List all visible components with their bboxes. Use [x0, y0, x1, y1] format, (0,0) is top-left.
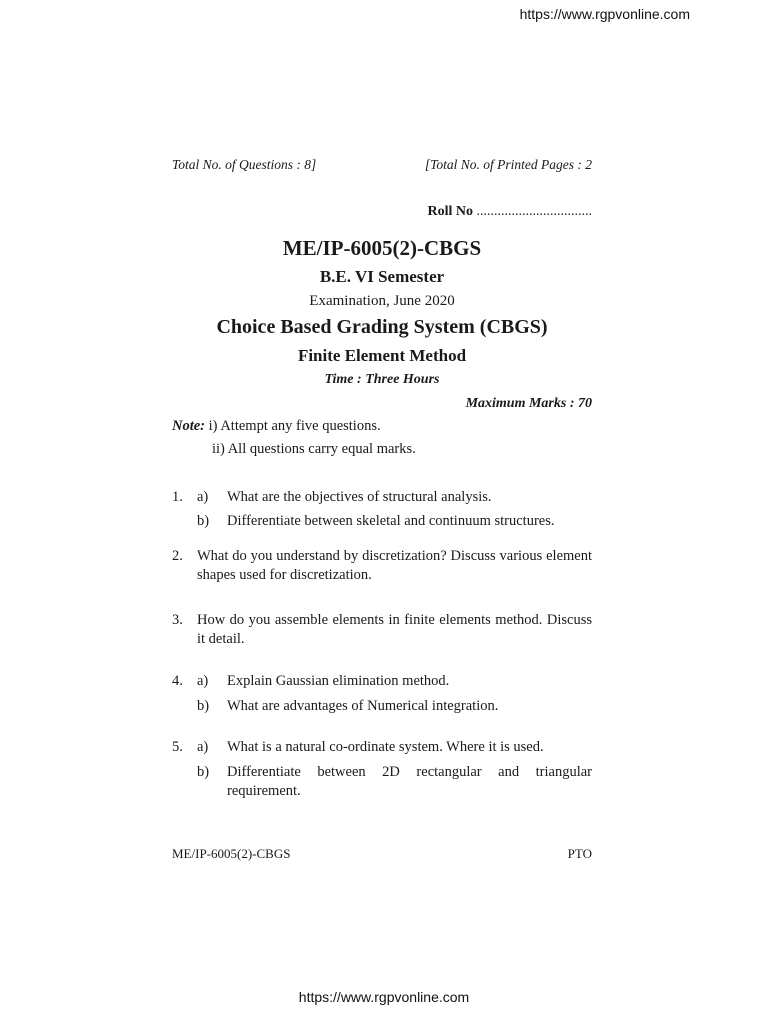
grading-system: Choice Based Grading System (CBGS)	[216, 316, 548, 338]
total-questions: Total No. of Questions : 8]	[172, 157, 317, 172]
roll-label: Roll No	[427, 204, 473, 219]
source-url-top[interactable]: https://www.rgpvonline.com	[519, 6, 690, 22]
note	[172, 418, 381, 435]
paper-meta-row	[172, 157, 592, 173]
total-pages: [Total No. of Printed Pages : 2	[424, 157, 592, 172]
question-text: Explain Gaussian elimination method.	[227, 673, 450, 689]
part-label: a)	[197, 673, 209, 689]
question-number: 3.	[172, 612, 183, 628]
examination: Examination, June 2020	[309, 293, 455, 309]
max-marks: Maximum Marks : 70	[465, 396, 592, 411]
question-number: 5.	[172, 739, 183, 755]
question-2	[172, 547, 592, 587]
question-text: What is a natural co-ordinate system. Where it is used.	[227, 739, 544, 755]
question-text: What are the objectives of structural analysis.	[227, 489, 492, 505]
roll-number-field	[428, 204, 593, 220]
part-label: b)	[197, 698, 210, 714]
question-number: 4.	[172, 673, 183, 689]
roll-dots: .................................	[473, 204, 592, 219]
question-text: How do you assemble elements in finite elements method. Discuss it detail.	[197, 612, 592, 647]
page-footer	[172, 846, 592, 862]
note-item: i) Attempt any five questions.	[208, 418, 381, 434]
note-label: Note:	[172, 418, 206, 434]
part-label: a)	[197, 739, 209, 755]
question-number: 2.	[172, 548, 183, 564]
footer-paper-code: ME/IP-6005(2)-CBGS	[172, 846, 291, 861]
question-number: 1.	[172, 489, 183, 505]
paper-code: ME/IP-6005(2)-CBGS	[282, 236, 482, 260]
part-label: b)	[197, 764, 210, 780]
footer-pto: PTO	[567, 846, 592, 861]
question-text: What are advantages of Numerical integration.	[227, 698, 499, 714]
time-duration: Time : Three Hours	[324, 372, 440, 387]
source-url-bottom[interactable]: https://www.rgpvonline.com	[298, 989, 470, 1005]
question-text: Differentiate between skeletal and continuum structures.	[227, 513, 555, 529]
part-label: a)	[197, 489, 209, 505]
note-item: ii) All questions carry equal marks.	[212, 441, 416, 457]
question-3	[172, 611, 592, 651]
part-label: b)	[197, 513, 210, 529]
question-text: What do you understand by discretization? Discuss various element shapes used for discretization.	[197, 548, 592, 583]
subject: Finite Element Method	[297, 346, 467, 365]
semester: B.E. VI Semester	[319, 267, 445, 286]
question-text: Differentiate between 2D rectangular and triangular requirement.	[227, 764, 592, 799]
question-5b	[172, 763, 592, 803]
